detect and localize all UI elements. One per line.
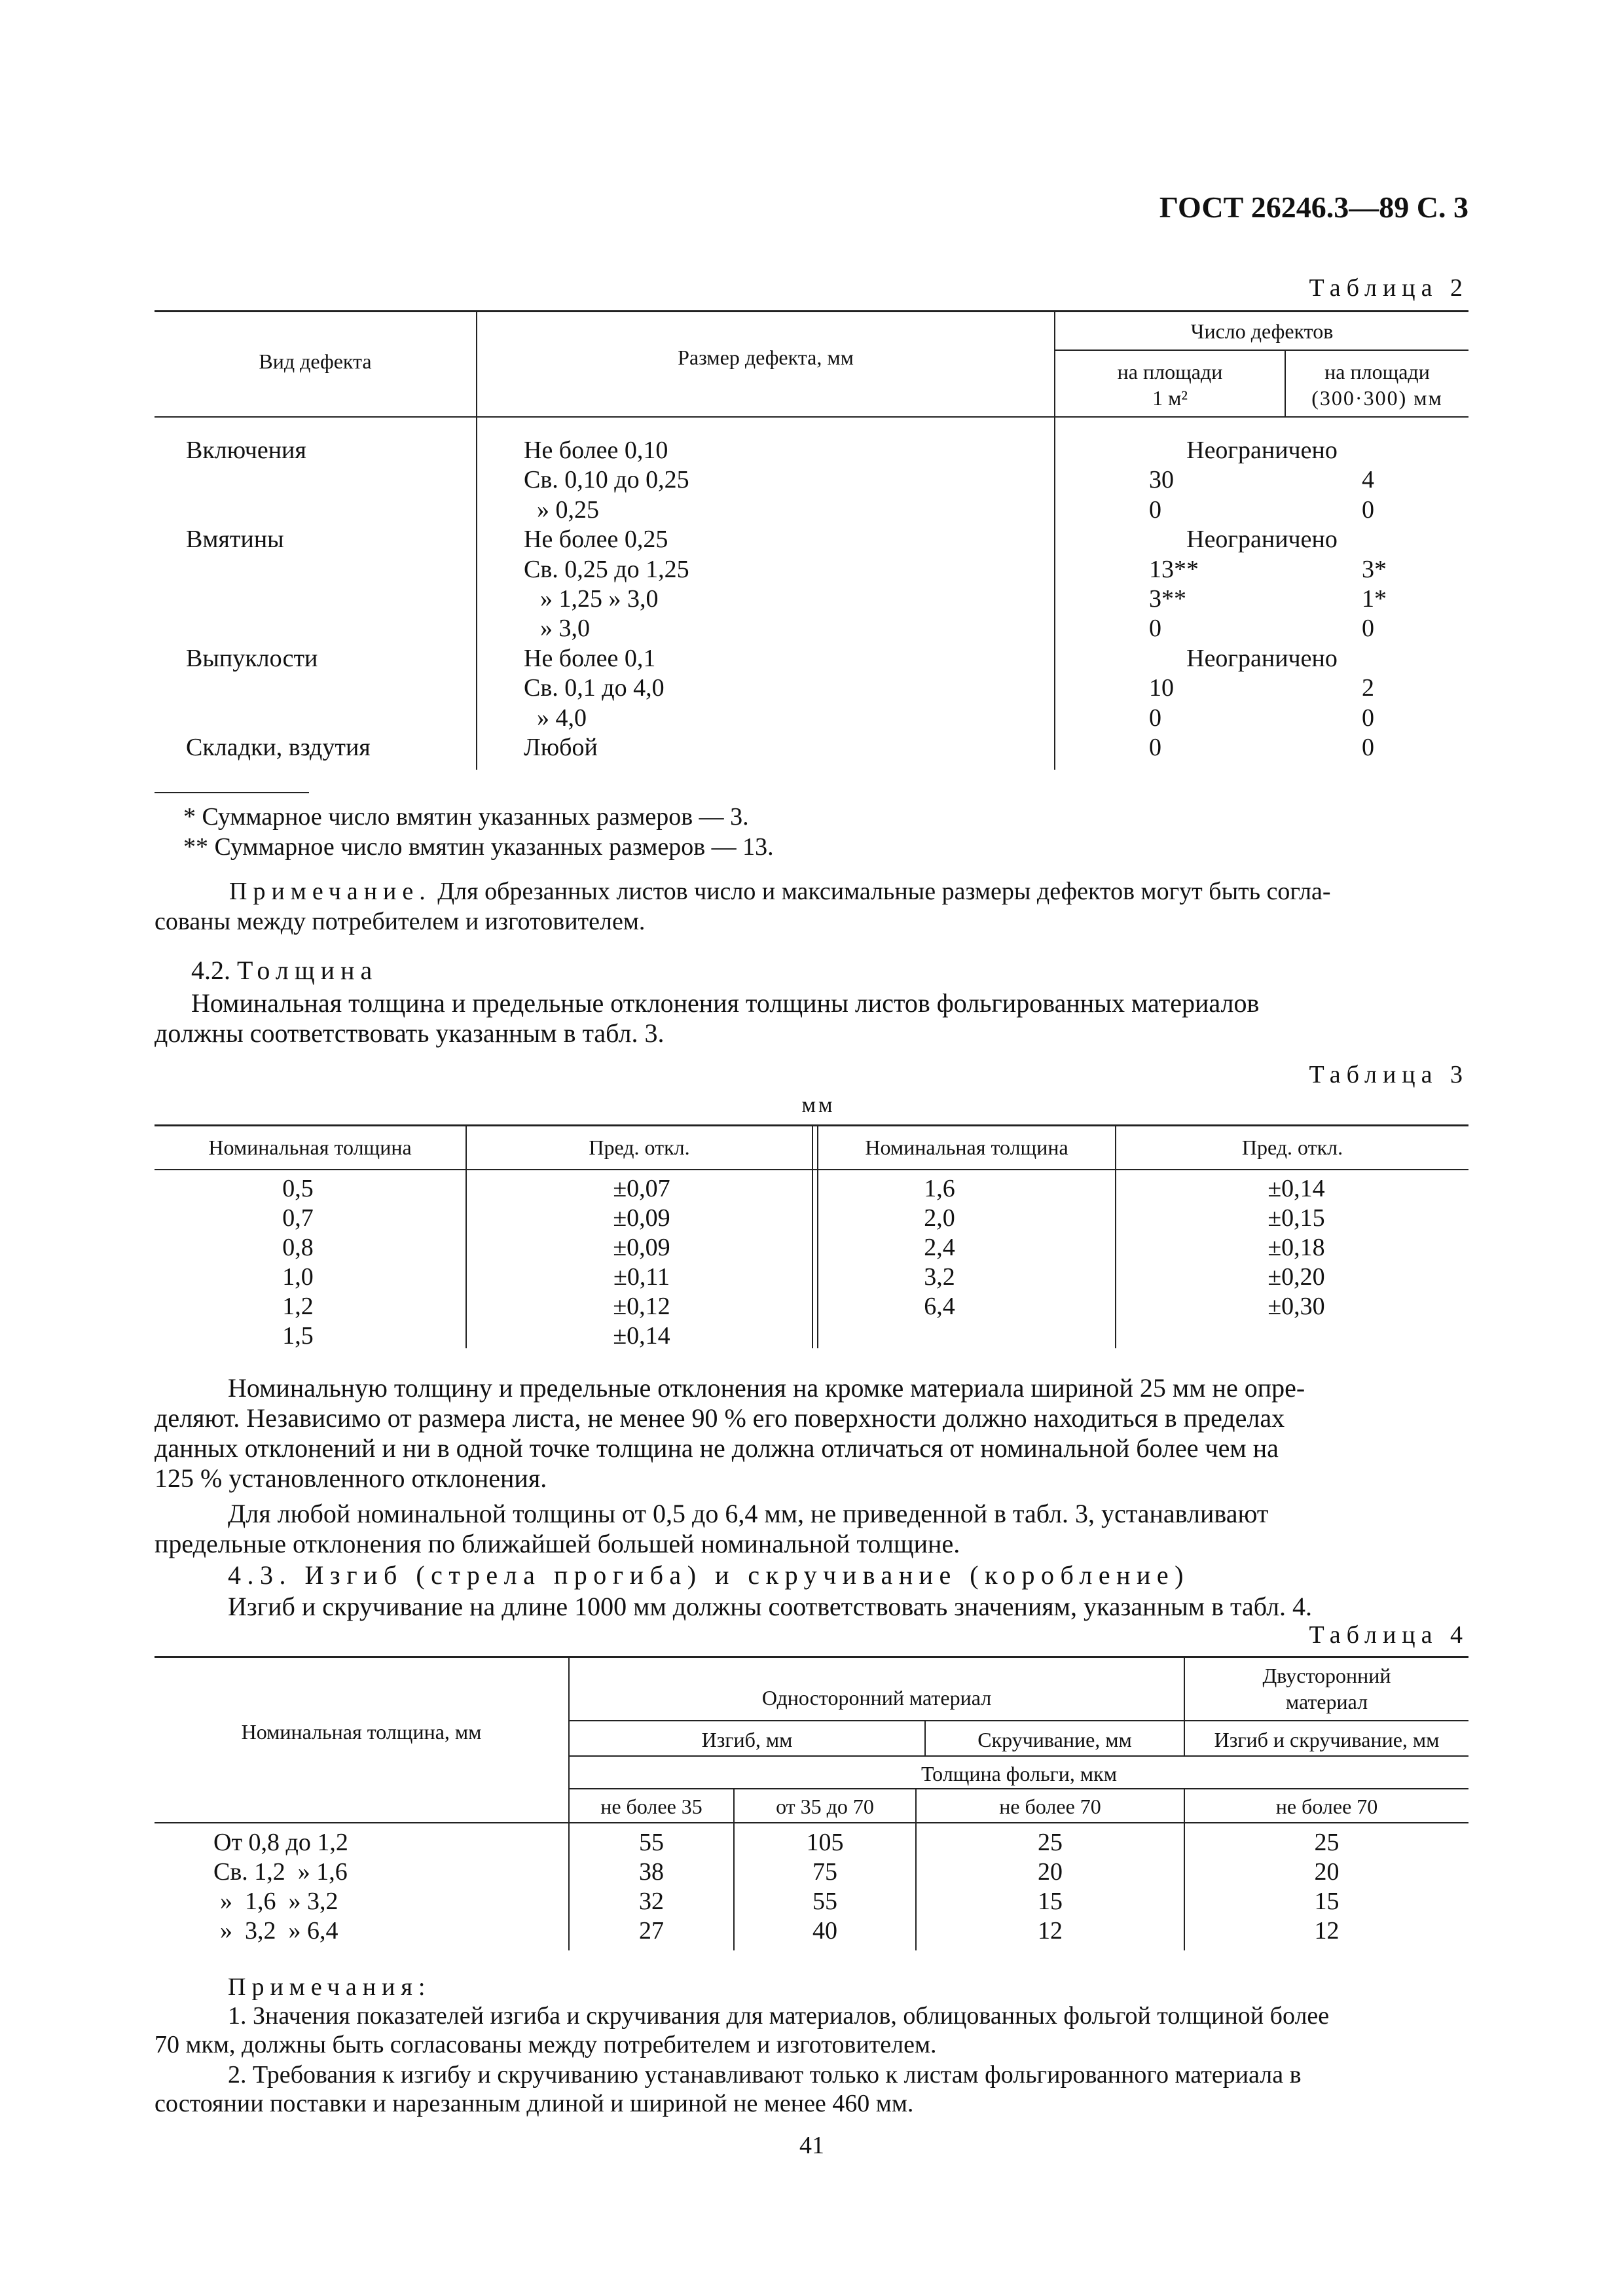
table-cell: 20: [1314, 1858, 1340, 1886]
table-cell: 55: [812, 1888, 837, 1915]
table2-header-count: Число дефектов: [1190, 319, 1334, 343]
table4-caption: Таблица 4: [1309, 1621, 1468, 1649]
table4-header-c4: не более 70: [1275, 1795, 1378, 1818]
defect-count-1m2: 0: [1149, 704, 1161, 732]
table-cell: 55: [639, 1829, 664, 1856]
defect-size: Св. 0,1 до 4,0: [524, 674, 665, 702]
note-text: Для обрезанных листов число и максимальные размеры дефектов могут быть согла-: [431, 878, 1331, 905]
defect-size: Не более 0,1: [524, 645, 656, 672]
section-4-2-heading: [191, 956, 378, 986]
table-cell: 32: [639, 1888, 664, 1915]
table-cell: 20: [1038, 1858, 1063, 1886]
table-cell: » 3,2 » 6,4: [220, 1917, 338, 1945]
table-cell: ±0,20: [1267, 1263, 1325, 1291]
page-number: 41: [799, 2132, 824, 2159]
para-line: деляют. Независимо от размера листа, не менее 90 % его поверхности должно находиться в пределах: [155, 1403, 1285, 1433]
defect-count-300: 1*: [1362, 585, 1387, 613]
table-cell: ±0,18: [1267, 1234, 1325, 1261]
defect-count-300: 4: [1362, 466, 1374, 493]
table-cell: 12: [1314, 1917, 1340, 1945]
table-cell: ±0,30: [1267, 1293, 1325, 1320]
footnote-2: ** Суммарное число вмятин указанных размеров — 13.: [183, 833, 774, 861]
defect-count-span: Неограничено: [1186, 437, 1338, 464]
defect-count-1m2: 0: [1149, 615, 1161, 642]
defect-type: Вмятины: [186, 526, 284, 553]
defect-size: Св. 0,10 до 0,25: [524, 466, 689, 493]
table2-header-area1-unit: 1 м²: [1152, 386, 1188, 410]
defect-count-1m2: 0: [1149, 496, 1161, 524]
table3-unit: мм: [801, 1093, 835, 1117]
table4-header-twist: Скручивание, мм: [977, 1728, 1132, 1751]
table-cell: 0,7: [282, 1204, 314, 1232]
note-1-cont: 70 мкм, должны быть согласованы между потребителем и изготовителем.: [155, 2031, 937, 2058]
footnote-rule: [155, 792, 309, 793]
footnote-1: * Суммарное число вмятин указанных размеров — 3.: [183, 803, 749, 831]
section-4-2-para: Номинальная толщина и предельные отклонения толщины листов фольгированных материалов: [191, 988, 1260, 1018]
table-cell: 0,8: [282, 1234, 314, 1261]
note-2-cont: состоянии поставки и нарезанным длиной и шириной не менее 460 мм.: [155, 2090, 914, 2117]
section-number: 4.2.: [191, 956, 230, 985]
table2-header-area2: на площади: [1324, 360, 1430, 384]
table4-header-bend: Изгиб, мм: [701, 1728, 793, 1751]
table-cell: 40: [812, 1917, 837, 1945]
table3-header-nominal-2: Номинальная толщина: [865, 1136, 1068, 1159]
note-1: 1. Значения показателей изгиба и скручивания для материалов, облицованных фольгой толщиной более: [228, 2002, 1330, 2030]
table-cell: ±0,09: [613, 1234, 670, 1261]
table-cell: 105: [806, 1829, 844, 1856]
para-line: предельные отклонения по ближайшей большей номинальной толщине.: [155, 1529, 960, 1558]
table4-header-one-sided: Односторонний материал: [761, 1686, 992, 1710]
defect-type: Включения: [186, 437, 306, 464]
table3-col-dev: [576, 1174, 707, 1351]
para-line: данных отклонений и ни в одной точке толщина не должна отличаться от номинальной более чем на: [155, 1433, 1279, 1463]
defect-count-1m2: 30: [1149, 466, 1174, 493]
table4-header-foil: Толщина фольги, мкм: [921, 1762, 1117, 1785]
table2-header-type: Вид дефекта: [259, 350, 372, 373]
table4-header-c3: не более 70: [999, 1795, 1101, 1818]
table2-header-area2-unit: (300·300) мм: [1311, 386, 1443, 410]
table-cell: ±0,14: [613, 1322, 670, 1350]
table-cell: 1,5: [282, 1322, 314, 1350]
defect-count-300: 0: [1362, 615, 1374, 642]
section-title: Толщина: [237, 956, 378, 985]
table4-header-c1: не более 35: [600, 1795, 702, 1818]
para-line: Номинальную толщину и предельные отклонения на кромке материала шириной 25 мм не опре-: [228, 1373, 1305, 1403]
defect-count-300: 0: [1362, 496, 1374, 524]
table2-header-size: Размер дефекта, мм: [678, 346, 854, 369]
table-cell: 25: [1038, 1829, 1063, 1856]
note-label: Примечание.: [229, 878, 431, 905]
table4-header-two-sided: Двусторонний: [1262, 1664, 1391, 1687]
table-cell: 12: [1038, 1917, 1063, 1945]
table4-header-two-sided-2: материал: [1285, 1690, 1368, 1713]
table-cell: ±0,09: [613, 1204, 670, 1232]
table3-caption: Таблица 3: [1309, 1061, 1468, 1088]
defect-size: » 3,0: [540, 615, 590, 642]
defect-count-span: Неограничено: [1186, 526, 1338, 553]
table-cell: 1,6: [924, 1175, 955, 1202]
table-cell: 1,2: [282, 1293, 314, 1320]
para-line: 125 % установленного отклонения.: [155, 1463, 547, 1493]
table-cell: 38: [639, 1858, 664, 1886]
table-cell: ±0,14: [1267, 1175, 1325, 1202]
table-cell: 75: [812, 1858, 837, 1886]
table-cell: ±0,15: [1267, 1204, 1325, 1232]
defect-count-1m2: 3**: [1149, 585, 1186, 613]
defect-size: » 0,25: [537, 496, 599, 524]
table2-note-cont: сованы между потребителем и изготовителем.: [155, 908, 646, 935]
table-cell: 25: [1314, 1829, 1340, 1856]
note-2: 2. Требования к изгибу и скручиванию устанавливают только к листам фольгированного материала в: [228, 2061, 1302, 2089]
table-cell: ±0,07: [613, 1175, 670, 1202]
table2-caption: Таблица 2: [1309, 274, 1468, 302]
table-cell: ±0,11: [613, 1263, 670, 1291]
defect-size: Не более 0,25: [524, 526, 668, 553]
defect-type: Выпуклости: [186, 645, 318, 672]
defect-size: Не более 0,10: [524, 437, 668, 464]
defect-size: Любой: [524, 734, 598, 761]
defect-count-1m2: 13**: [1149, 556, 1199, 583]
table-cell: От 0,8 до 1,2: [213, 1829, 348, 1856]
table-cell: ±0,12: [613, 1293, 670, 1320]
document-header: ГОСТ 26246.3—89 С. 3: [1159, 190, 1468, 224]
section-4-2-para-cont: должны соответствовать указанным в табл. 3.: [155, 1018, 665, 1048]
defect-type: Складки, вздутия: [186, 734, 371, 761]
defect-count-1m2: 0: [1149, 734, 1161, 761]
table2-note: [229, 877, 1331, 906]
defect-size: » 4,0: [537, 704, 587, 732]
table3-header-dev: Пред. откл.: [589, 1136, 690, 1159]
table-cell: 2,4: [924, 1234, 955, 1261]
table-cell: 1,0: [282, 1263, 314, 1291]
table-cell: 0,5: [282, 1175, 314, 1202]
table3-col-nominal-2: [890, 1174, 989, 1321]
table2-header-area1: на площади: [1117, 360, 1223, 384]
table3-header-nominal: Номинальная толщина: [208, 1136, 412, 1159]
table-cell: » 1,6 » 3,2: [220, 1888, 338, 1915]
defect-size: Св. 0,25 до 1,25: [524, 556, 689, 583]
table3-col-nominal: [249, 1174, 347, 1351]
defect-count-300: 0: [1362, 734, 1374, 761]
section-4-3-heading: 4.3. Изгиб (стрела прогиба) и скручивание (коробление): [228, 1560, 1190, 1590]
table-cell: 6,4: [924, 1293, 955, 1320]
table-cell: 3,2: [924, 1263, 955, 1291]
defect-count-1m2: 10: [1149, 674, 1174, 702]
section-4-3-para: Изгиб и скручивание на длине 1000 мм должны соответствовать значениям, указанным в табл. 4.: [228, 1592, 1313, 1621]
table3-col-dev-2: [1231, 1174, 1362, 1321]
defect-count-span: Неограничено: [1186, 645, 1338, 672]
defect-count-300: 3*: [1362, 556, 1387, 583]
defect-count-300: 2: [1362, 674, 1374, 702]
table3-header-dev-2: Пред. откл.: [1241, 1136, 1343, 1159]
table-cell: 27: [639, 1917, 664, 1945]
notes-label: Примечания:: [228, 1973, 431, 2001]
defect-size: » 1,25 » 3,0: [540, 585, 659, 613]
table4-header-nominal: Номинальная толщина, мм: [241, 1720, 482, 1744]
table-cell: Св. 1,2 » 1,6: [213, 1858, 348, 1886]
table-cell: 15: [1314, 1888, 1340, 1915]
defect-count-300: 0: [1362, 704, 1374, 732]
table-cell: 15: [1038, 1888, 1063, 1915]
para-line: Для любой номинальной толщины от 0,5 до 6,4 мм, не приведенной в табл. 3, устанавливают: [228, 1499, 1269, 1528]
table4-header-bend-twist: Изгиб и скручивание, мм: [1214, 1728, 1440, 1751]
table4-header-c2: от 35 до 70: [776, 1795, 874, 1818]
table-cell: 2,0: [924, 1204, 955, 1232]
